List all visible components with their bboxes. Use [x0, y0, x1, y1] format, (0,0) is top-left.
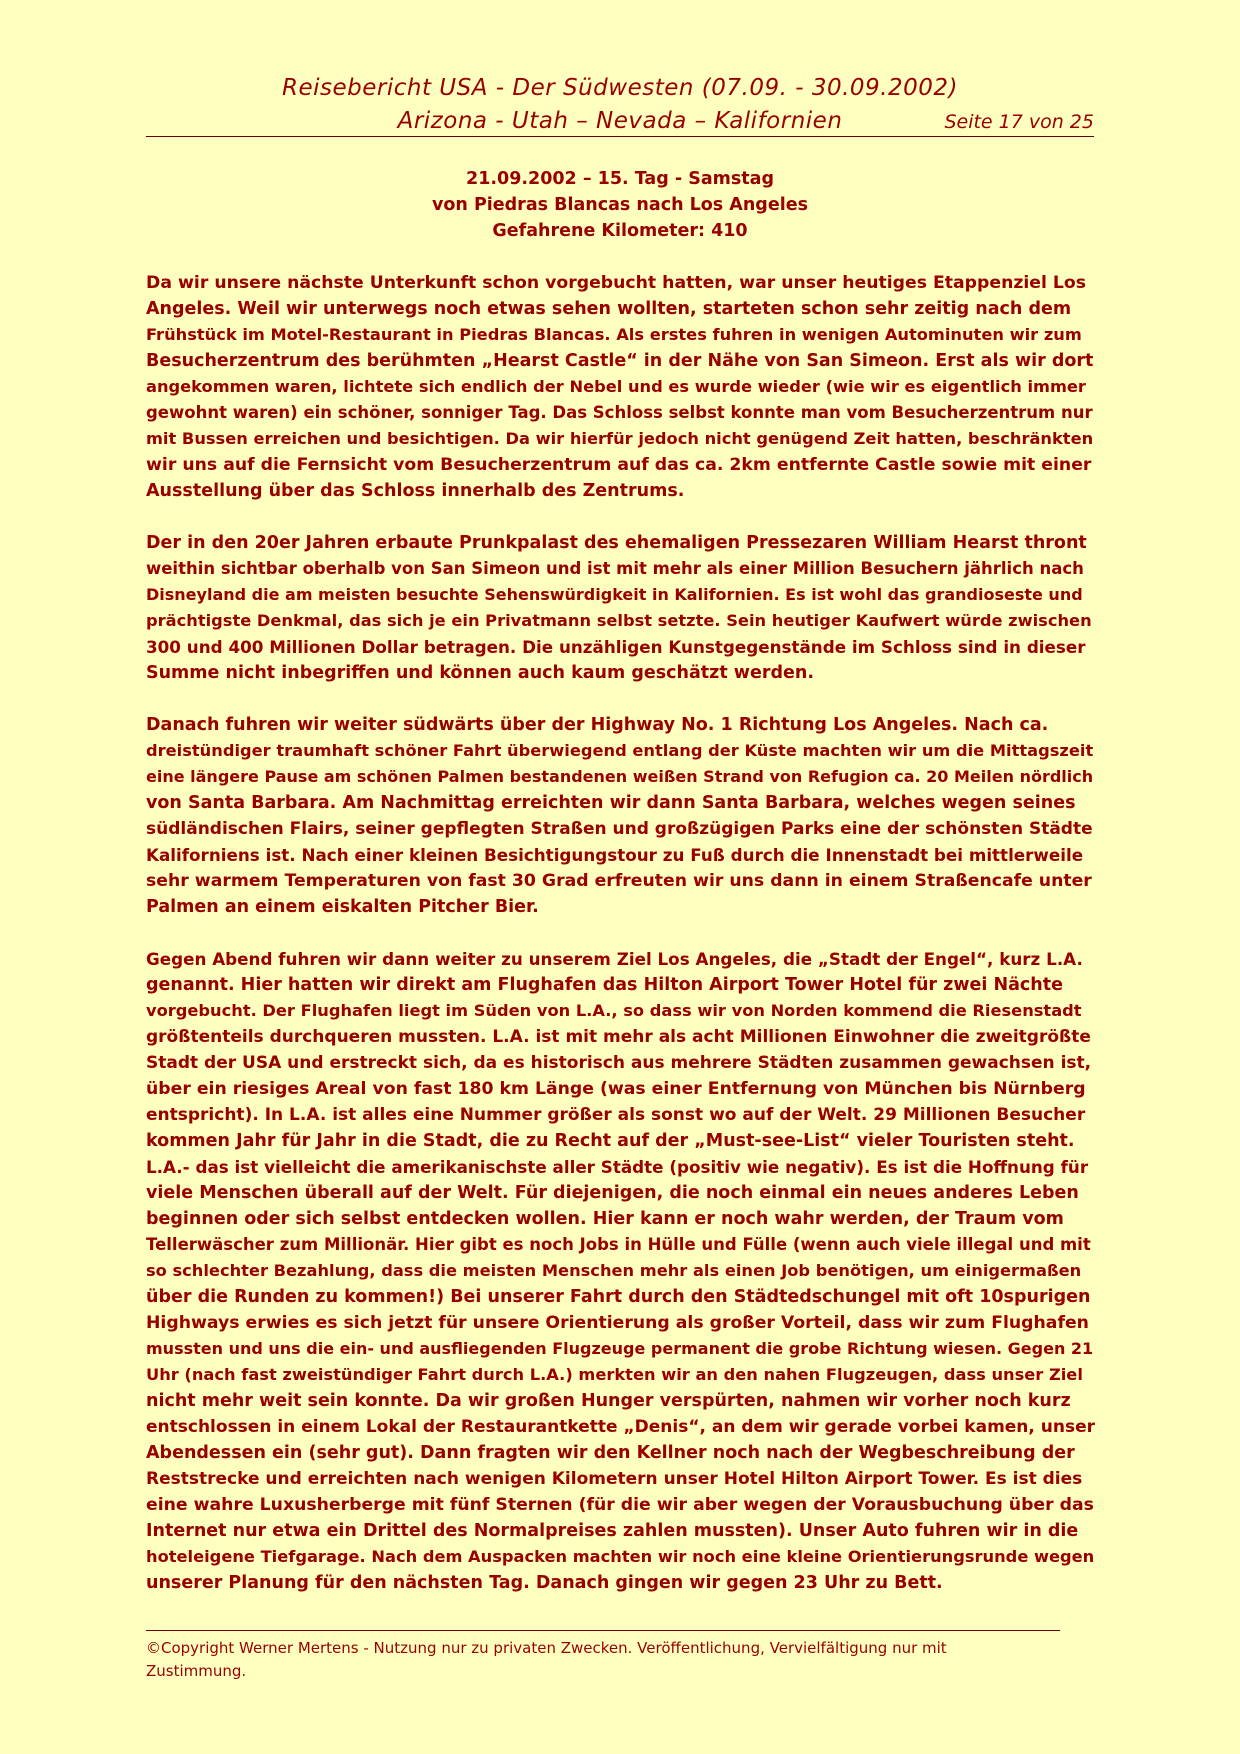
day-heading [146, 166, 1094, 244]
text-line: hoteleigene Tiefgarage. Nach dem Auspacken machten wir noch eine kleine Orientierungsrunde wegen [146, 1547, 1095, 1566]
text-line: Gegen Abend fuhren wir dann weiter zu unserem Ziel Los Angeles, die „Stadt der Engel“, kurz L.A. [146, 949, 1083, 969]
report-body [146, 270, 1094, 1622]
text-line: Tellerwäscher zum Millionär. Hier gibt es noch Jobs in Hülle und Fülle (wenn auch viele illegal und mit [146, 1235, 1091, 1254]
report-subtitle-states: Arizona - Utah – Nevada – Kalifornien [397, 108, 843, 134]
footer-divider [146, 1630, 1060, 1631]
day-distance-line: Gefahrene Kilometer: 410 [492, 221, 748, 241]
copyright-line: Zustimmung. [146, 1662, 247, 1680]
text-line: weithin sichtbar oberhalb von San Simeon und ist mit mehr als einer Million Besuchern jährlich nach [146, 559, 1084, 578]
text-line: Danach fuhren wir weiter südwärts über der Highway No. 1 Richtung Los Angeles. Nach ca. [146, 715, 1049, 735]
text-line: Da wir unsere nächste Unterkunft schon vorgebucht hatten, war unser heutiges Etappenziel Los [146, 273, 1087, 293]
paragraph-hearst-history [146, 530, 1094, 686]
paragraph-santa-barbara [146, 712, 1094, 920]
page-number: Seite 17 von 25 [944, 111, 1094, 133]
text-line: sehr warmem Temperaturen von fast 30 Grad erfreuten wir uns dann in einem Straßencafe unter [146, 871, 1092, 891]
text-line: prächtigste Denkmal, das sich je ein Privatmann selbst setzte. Sein heutiger Kaufwert würde zwischen [146, 611, 1092, 630]
text-line: mit Bussen erreichen und besichtigen. Da wir hierfür jedoch nicht genügend Zeit hatten, beschränkten [146, 429, 1094, 448]
text-line: so schlechter Bezahlung, dass die meisten Menschen mehr als einen Job benötigen, um einigermaßen [146, 1261, 1082, 1280]
text-line: genannt. Hier hatten wir direkt am Flughafen das Hilton Airport Tower Hotel für zwei Nächte [146, 975, 1063, 995]
header-divider [146, 136, 1094, 137]
text-line: vorgebucht. Der Flughafen liegt im Süden von L.A., so dass wir von Norden kommend die Riesenstadt [146, 1001, 1082, 1020]
text-line: eine längere Pause am schönen Palmen bestandenen weißen Strand von Refugion ca. 20 Meilen nördlich [146, 767, 1094, 786]
copyright-footer [146, 1637, 1066, 1683]
text-line: viele Menschen überall auf der Welt. Für diejenigen, die noch einmal ein neues anderes Leben [146, 1183, 1079, 1203]
text-line: südländischen Flairs, seiner gepflegten Straßen und großzügigen Parks eine der schönsten Städte [146, 819, 1093, 839]
text-line: L.A.- das ist vielleicht die amerikanischste aller Städte (positiv wie negativ). Es ist die Hoffnung für [146, 1157, 1089, 1177]
text-line: Stadt der USA und erstreckt sich, da es historisch aus mehrere Städten zusammen gewachsen ist, [146, 1053, 1092, 1073]
text-line: wir uns auf die Fernsicht vom Besucherzentrum auf das ca. 2km entfernte Castle sowie mit einer [146, 455, 1092, 475]
text-line: unserer Planung für den nächsten Tag. Danach gingen wir gegen 23 Uhr zu Bett. [146, 1573, 943, 1593]
paragraph-hearst-castle-visit [146, 270, 1094, 504]
text-line: Abendessen ein (sehr gut). Dann fragten wir den Kellner noch nach der Wegbeschreibung der [146, 1443, 1075, 1463]
text-line: nicht mehr weit sein konnte. Da wir großen Hunger verspürten, nahmen wir vorher noch kurz [146, 1391, 1071, 1411]
text-line: 300 und 400 Millionen Dollar betragen. Die unzähligen Kunstgegenstände im Schloss sind in dieser [146, 637, 1086, 657]
paragraph-los-angeles [146, 946, 1094, 1596]
day-route-line: von Piedras Blancas nach Los Angeles [431, 195, 808, 215]
text-line: Palmen an einem eiskalten Pitcher Bier. [146, 897, 539, 917]
text-line: Highways erwies es sich jetzt für unsere Orientierung als großer Vorteil, dass wir zum Flughafen [146, 1313, 1089, 1333]
text-line: dreistündiger traumhaft schöner Fahrt überwiegend entlang der Küste machten wir um die Mittagszeit [146, 741, 1094, 760]
text-line: angekommen waren, lichtete sich endlich der Nebel und es wurde wieder (wie wir es eigentlich immer [146, 377, 1086, 396]
day-date-line: 21.09.2002 – 15. Tag - Samstag [466, 169, 774, 189]
text-line: Summe nicht inbegriffen und können auch kaum geschätzt werden. [146, 663, 814, 683]
text-line: Kaliforniens ist. Nach einer kleinen Besichtigungstour zu Fuß durch die Innenstadt bei mittlerweile [146, 845, 1084, 865]
text-line: Der in den 20er Jahren erbaute Prunkpalast des ehemaligen Pressezaren William Hearst thront [146, 533, 1087, 553]
text-line: Reststrecke und erreichten nach wenigen Kilometern unser Hotel Hilton Airport Tower. Es ist dies [146, 1469, 1083, 1489]
text-line: Frühstück im Motel-Restaurant in Piedras Blancas. Als erstes fuhren in wenigen Autominuten wir zum [146, 325, 1082, 344]
text-line: kommen Jahr für Jahr in die Stadt, die zu Recht auf der „Must-see-List“ vieler Touristen steht. [146, 1131, 1075, 1151]
text-line: mussten und uns die ein- und ausfliegenden Flugzeuge permanent die grobe Richtung wiesen. Gegen 21 [146, 1339, 1094, 1358]
text-line: Internet nur etwa ein Drittel des Normalpreises zahlen mussten). Unser Auto fuhren wir in die [146, 1521, 1079, 1541]
text-line: über die Runden zu kommen!) Bei unserer Fahrt durch den Städtedschungel mit oft 10spurigen [146, 1287, 1091, 1307]
text-line: Disneyland die am meisten besuchte Sehenswürdigkeit in Kalifornien. Es ist wohl das grandioseste und [146, 585, 1083, 604]
text-line: von Santa Barbara. Am Nachmittag erreichten wir dann Santa Barbara, welches wegen seines [146, 793, 1076, 813]
copyright-line: ©Copyright Werner Mertens - Nutzung nur zu privaten Zwecken. Veröffentlichung, Vervielfältigung nur mit [146, 1639, 947, 1657]
text-line: Uhr (nach fast zweistündiger Fahrt durch L.A.) merkten wir an den nahen Flugzeugen, dass unser Ziel [146, 1365, 1083, 1384]
text-line: größtenteils durchqueren mussten. L.A. ist mit mehr als acht Millionen Einwohner die zweitgrößte [146, 1027, 1091, 1047]
text-line: über ein riesiges Areal von fast 180 km Länge (was einer Entfernung von München bis Nürnberg [146, 1079, 1086, 1099]
report-title: Reisebericht USA - Der Südwesten (07.09. - 30.09.2002) [281, 75, 958, 101]
text-line: Besucherzentrum des berühmten „Hearst Castle“ in der Nähe von San Simeon. Erst als wir dort [146, 351, 1094, 371]
text-line: entschlossen in einem Lokal der Restaurantkette „Denis“, an dem wir gerade vorbei kamen, unser [146, 1417, 1096, 1437]
text-line: beginnen oder sich selbst entdecken wollen. Hier kann er noch wahr werden, der Traum vom [146, 1209, 1064, 1229]
text-line: gewohnt waren) ein schöner, sonniger Tag. Das Schloss selbst konnte man vom Besucherzentrum nur [146, 403, 1093, 422]
text-line: entspricht). In L.A. ist alles eine Nummer größer als sonst wo auf der Welt. 29 Millionen Besucher [146, 1105, 1086, 1125]
text-line: Ausstellung über das Schloss innerhalb des Zentrums. [146, 481, 685, 501]
text-line: eine wahre Luxusherberge mit fünf Sternen (für die wir aber wegen der Vorausbuchung über das [146, 1495, 1094, 1515]
text-line: Angeles. Weil wir unterwegs noch etwas sehen wollten, starteten schon sehr zeitig nach dem [146, 299, 1072, 319]
